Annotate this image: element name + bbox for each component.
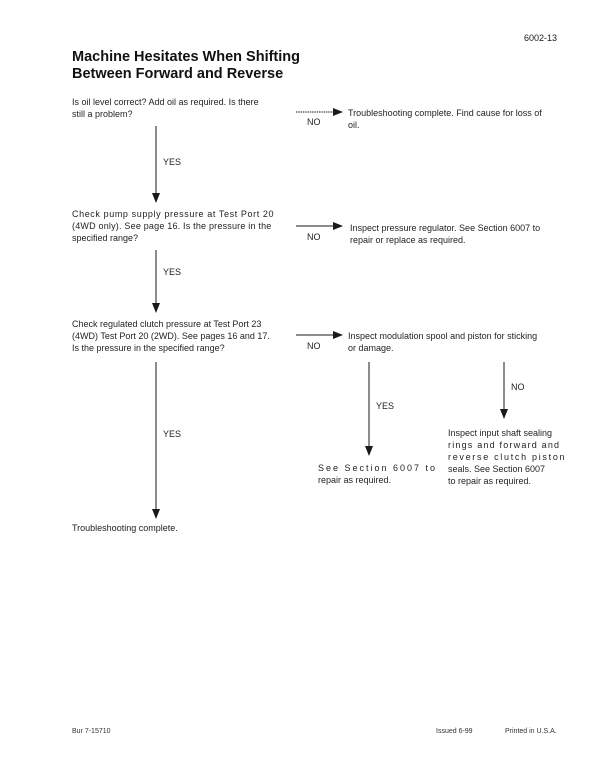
footer-printed: Printed in U.S.A. [505,728,557,735]
question-pump-pressure [72,208,294,244]
no-label-q3: NO [307,341,321,351]
result-troubleshooting-complete-line-1: Troubleshooting complete. [72,523,178,533]
question-clutch-pressure [72,318,294,354]
result-pressure-regulator [350,222,570,246]
no-label-r3: NO [511,382,525,392]
result-modulation-spool-line-1: Inspect modulation spool and piston for sticking [348,331,538,341]
result-input-shaft-seals-line-1: Inspect input shaft sealing [448,428,553,438]
result-pressure-regulator-line-1: Inspect pressure regulator. See Section 6007 to [350,223,541,233]
question-clutch-pressure-line-2: (4WD) Test Port 20 (2WD). See pages 16 and 17. [72,331,270,341]
page-title-line-1: Machine Hesitates When Shifting [72,49,300,65]
no-label-q1: NO [307,117,321,127]
result-see-section [318,462,448,486]
result-oil-loss-line-1: Troubleshooting complete. Find cause for loss of [348,108,542,118]
result-oil-loss-line-2: oil. [348,120,360,130]
result-modulation-spool [348,330,568,354]
question-clutch-pressure-line-1: Check regulated clutch pressure at Test Port 23 [72,319,262,329]
result-input-shaft-seals-line-3: reverse clutch piston [448,452,567,462]
result-input-shaft-seals [448,427,568,487]
yes-label-q1: YES [163,157,182,167]
question-oil-level-line-2: still a problem? [72,109,133,119]
footer-document-number: Bur 7-15710 [72,728,111,735]
question-oil-level-line-1: Is oil level correct? Add oil as required. Is there [72,97,259,107]
result-see-section-line-1: See Section 6007 to [318,463,438,473]
result-modulation-spool-line-2: or damage. [348,343,394,353]
question-clutch-pressure-line-3: Is the pressure in the specified range? [72,343,225,353]
yes-label-r3: YES [376,401,395,411]
result-oil-loss [348,107,568,131]
result-input-shaft-seals-line-5: to repair as required. [448,476,532,486]
question-oil-level [72,96,294,120]
result-pressure-regulator-line-2: repair or replace as required. [350,235,466,245]
question-pump-pressure-line-2: (4WD only). See page 16. Is the pressure in the [72,221,272,231]
page-number: 6002-13 [524,33,558,43]
yes-label-q3: YES [163,429,182,439]
result-input-shaft-seals-line-4: seals. See Section 6007 [448,464,546,474]
question-pump-pressure-line-1: Check pump supply pressure at Test Port 20 [72,209,275,219]
question-pump-pressure-line-3: specified range? [72,233,139,243]
result-see-section-line-2: repair as required. [318,475,392,485]
result-troubleshooting-complete [72,522,178,534]
result-input-shaft-seals-line-2: rings and forward and [448,440,561,450]
no-label-q2: NO [307,232,321,242]
footer-issued-date: Issued 6-99 [436,728,473,735]
yes-label-q2: YES [163,267,182,277]
page-title-line-2: Between Forward and Reverse [72,66,284,82]
